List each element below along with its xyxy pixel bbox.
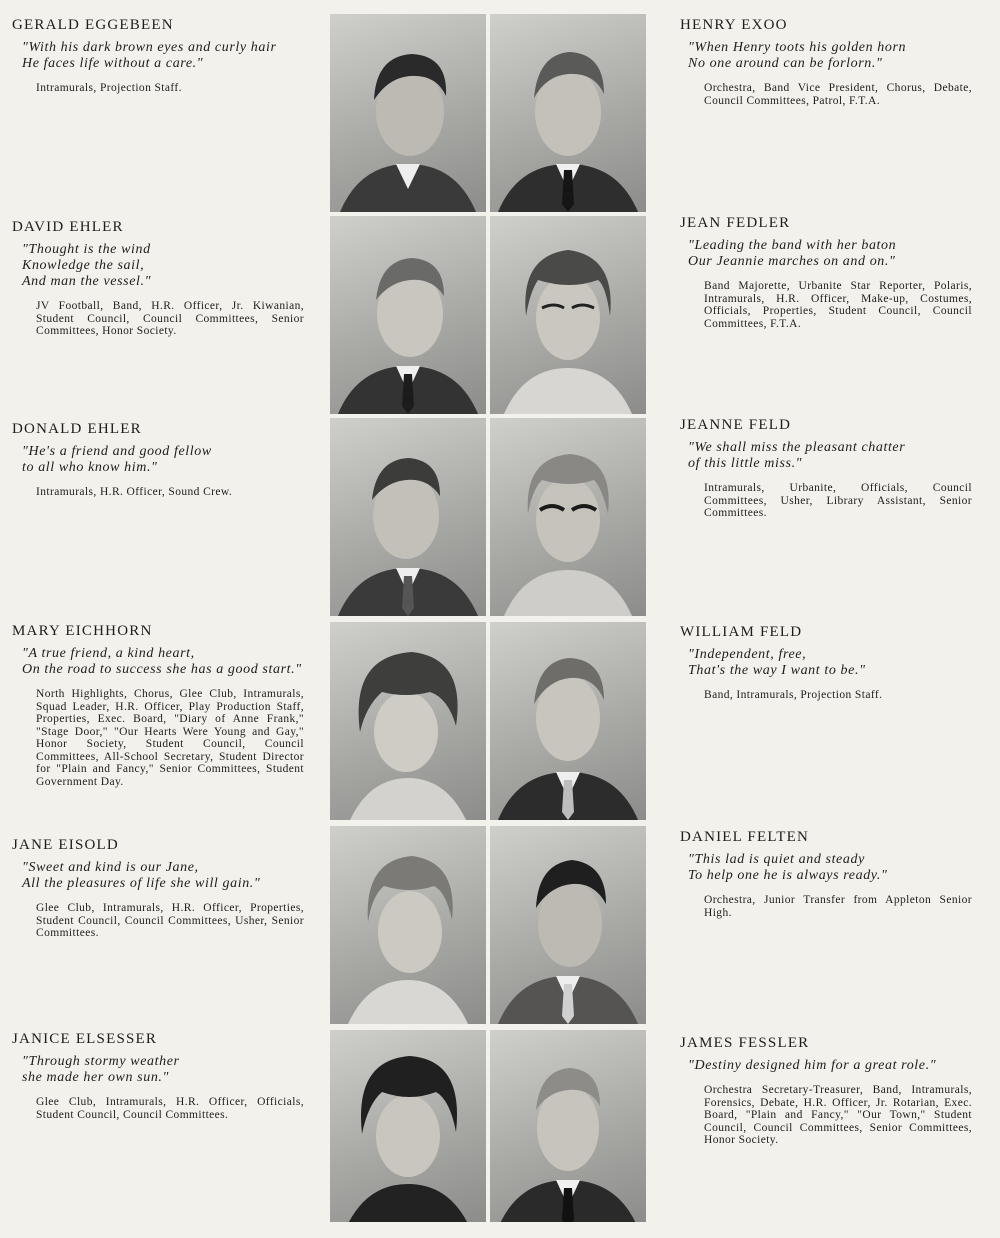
portrait-photo-jane-eisold: [330, 826, 486, 1024]
portrait-icon: [490, 14, 646, 212]
student-quote: "Destiny designed him for a great role.": [688, 1058, 937, 1073]
student-entry-daniel-felten: [680, 828, 972, 919]
portrait-icon: [490, 1030, 646, 1222]
portrait-photo-mary-eichhorn: [330, 622, 486, 820]
student-quote: "When Henry toots his golden horn No one around can be forlorn.": [688, 40, 907, 71]
student-quote: "This lad is quiet and steady To help one he is always ready.": [688, 852, 888, 883]
student-name: DAVID EHLER: [12, 219, 124, 235]
student-entry-henry-exoo: [680, 16, 972, 107]
student-quote: "Through stormy weather she made her own sun.": [22, 1054, 180, 1085]
student-quote: "With his dark brown eyes and curly hair He faces life without a care.": [22, 40, 277, 71]
student-activities: Band, Intramurals, Projection Staff.: [704, 689, 883, 701]
student-name: JEAN FEDLER: [680, 215, 791, 231]
portrait-grid: [330, 14, 650, 1222]
portrait-photo-gerald-eggebeen: [330, 14, 486, 212]
student-entry-jean-fedler: [680, 214, 972, 330]
student-quote: "Independent, free, That's the way I want to be.": [688, 647, 866, 678]
student-entry-gerald-eggebeen: [12, 16, 304, 95]
student-activities: Orchestra, Band Vice President, Chorus, Debate, Council Committees, Patrol, F.T.A.: [704, 82, 972, 107]
student-quote: "We shall miss the pleasant chatter of this little miss.": [688, 440, 906, 471]
portrait-icon: [490, 622, 646, 820]
student-activities: Orchestra, Junior Transfer from Appleton Senior High.: [704, 894, 972, 919]
portrait-icon: [490, 216, 646, 414]
student-activities: Orchestra Secretary-Treasurer, Band, Intramurals, Forensics, Debate, H.R. Officer, Jr. Rotarian, Exec. Board, "Plain and Fancy," "Our Town," Student Council, Council Committees, Senior Committees, Honor Society.: [704, 1084, 972, 1146]
portrait-icon: [330, 418, 486, 616]
student-quote: "Sweet and kind is our Jane, All the pleasures of life she will gain.": [22, 860, 261, 891]
portrait-photo-jeanne-feld: [490, 418, 646, 616]
portrait-icon: [330, 216, 486, 414]
portrait-icon: [330, 622, 486, 820]
student-name: DONALD EHLER: [12, 421, 142, 437]
student-activities: Glee Club, Intramurals, H.R. Officer, Properties, Student Council, Council Committees, Usher, Senior Committees.: [36, 902, 304, 939]
student-entry-mary-eichhorn: [12, 622, 304, 788]
student-name: JANE EISOLD: [12, 837, 119, 853]
student-entry-david-ehler: [12, 218, 304, 338]
student-entry-jeanne-feld: [680, 416, 972, 520]
portrait-icon: [330, 1030, 486, 1222]
portrait-photo-david-ehler: [330, 216, 486, 414]
portrait-icon: [330, 826, 486, 1024]
portrait-photo-daniel-felten: [490, 826, 646, 1024]
portrait-icon: [330, 14, 486, 212]
portrait-photo-donald-ehler: [330, 418, 486, 616]
portrait-icon: [490, 418, 646, 616]
student-entry-jane-eisold: [12, 836, 304, 940]
student-name: WILLIAM FELD: [680, 624, 803, 640]
student-activities: Band Majorette, Urbanite Star Reporter, Polaris, Intramurals, H.R. Officer, Make-up, Costumes, Officials, Properties, Student Council, Council Committees, F.T.A.: [704, 280, 972, 330]
student-activities: North Highlights, Chorus, Glee Club, Intramurals, Squad Leader, H.R. Officer, Play Production Staff, Properties, Exec. Board, "Diary of Anne Frank," "Stage Door," "Our Hearts Were Young and Gay," Honor Society, Student Council, Council Committees, All-School Secretary, Student Director for "Plain and Fancy," Senior Committees, Student Government Day.: [36, 688, 304, 788]
student-quote: "A true friend, a kind heart, On the road to success she has a good start.": [22, 646, 302, 677]
student-name: JAMES FESSLER: [680, 1035, 810, 1051]
student-name: GERALD EGGEBEEN: [12, 17, 174, 33]
portrait-photo-henry-exoo: [490, 14, 646, 212]
student-name: JANICE ELSESSER: [12, 1031, 158, 1047]
student-quote: "He's a friend and good fellow to all who know him.": [22, 444, 212, 475]
student-activities: JV Football, Band, H.R. Officer, Jr. Kiwanian, Student Council, Council Committees, Senior Committees, Honor Society.: [36, 300, 304, 337]
student-name: HENRY EXOO: [680, 17, 788, 33]
student-entry-william-feld: [680, 623, 972, 702]
student-entry-janice-elsesser: [12, 1030, 304, 1121]
student-quote: "Leading the band with her baton Our Jeannie marches on and on.": [688, 238, 897, 269]
portrait-icon: [490, 826, 646, 1024]
student-activities: Intramurals, H.R. Officer, Sound Crew.: [36, 486, 233, 498]
student-name: JEANNE FELD: [680, 417, 792, 433]
portrait-photo-jean-fedler: [490, 216, 646, 414]
student-activities: Intramurals, Projection Staff.: [36, 82, 182, 94]
student-activities: Intramurals, Urbanite, Officials, Council Committees, Usher, Library Assistant, Senior Committees.: [704, 482, 972, 519]
student-entry-donald-ehler: [12, 420, 304, 499]
portrait-photo-janice-elsesser: [330, 1030, 486, 1222]
student-name: MARY EICHHORN: [12, 623, 153, 639]
portrait-photo-james-fessler: [490, 1030, 646, 1222]
student-activities: Glee Club, Intramurals, H.R. Officer, Officials, Student Council, Council Committees.: [36, 1096, 304, 1121]
portrait-photo-william-feld: [490, 622, 646, 820]
student-name: DANIEL FELTEN: [680, 829, 810, 845]
student-entry-james-fessler: [680, 1034, 972, 1147]
student-quote: "Thought is the wind Knowledge the sail, And man the vessel.": [22, 242, 152, 289]
